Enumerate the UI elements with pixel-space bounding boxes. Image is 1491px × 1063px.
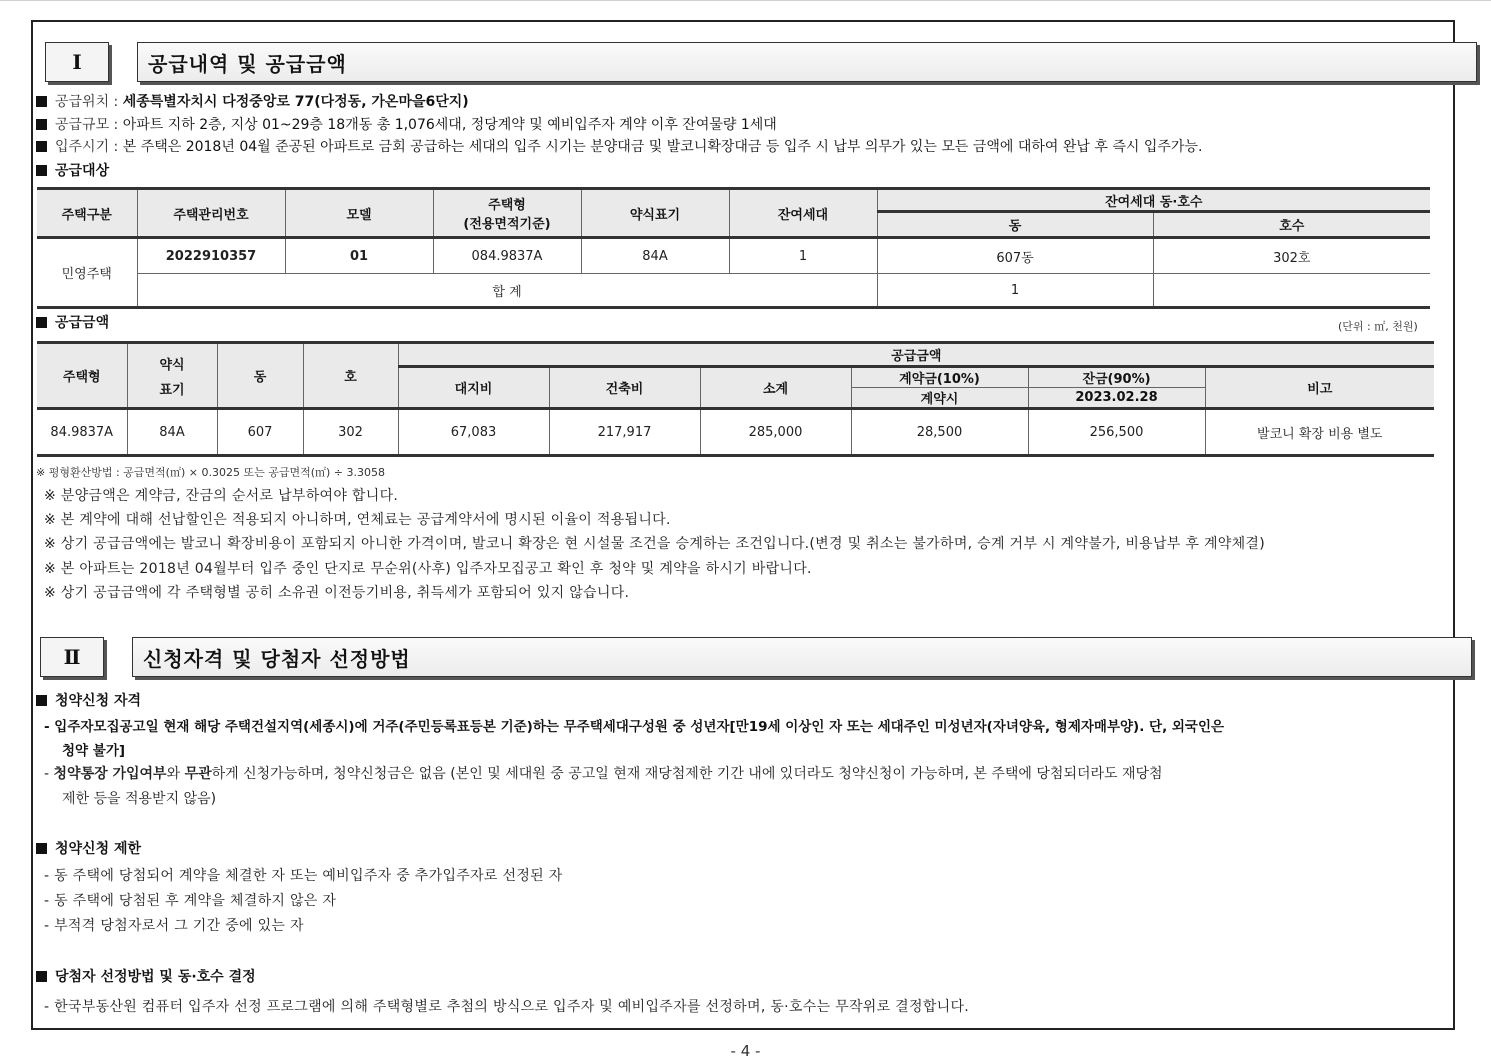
header-housing-type: 주택형 <box>37 343 127 409</box>
cell-total-value: 1 <box>877 274 1153 308</box>
cell-management-number: 2022910357 <box>137 238 285 274</box>
header-housing-type-line1: 주택형 <box>488 198 526 213</box>
section-1-number: Ⅰ <box>45 42 109 82</box>
header-housing-category: 주택구분 <box>37 189 137 238</box>
price-unit: (단위 : ㎡, 천원) <box>1338 320 1418 333</box>
cell-housing-type: 084.9837A <box>433 238 581 274</box>
square-bullet-icon <box>36 843 47 854</box>
move-in-label: 입주시기 : <box>55 139 119 155</box>
square-bullet-icon <box>36 119 47 130</box>
eligibility-heading <box>36 691 141 711</box>
header-remaining: 잔여세대 <box>729 189 877 238</box>
supply-target-table <box>37 187 1430 309</box>
header-short-line1: 약식 <box>159 357 185 373</box>
header-ho: 호수 <box>1153 212 1430 238</box>
square-bullet-icon <box>36 141 47 152</box>
header-remaining-units: 잔여세대 동·호수 <box>877 189 1430 212</box>
eligibility-item-2 <box>44 764 1163 784</box>
header-supply-price: 공급금액 <box>398 343 1434 367</box>
header-housing-type <box>433 189 581 238</box>
cell-subtotal: 285,000 <box>700 409 851 456</box>
cell-housing-category: 민영주택 <box>37 238 137 308</box>
header-short-line2: 표기 <box>159 382 185 398</box>
header-land-cost: 대지비 <box>398 367 549 409</box>
restriction-item-3: - 부적격 당첨자로서 그 기간 중에 있는 자 <box>44 918 304 934</box>
header-deposit: 계약금(10%) <box>851 367 1028 388</box>
square-bullet-icon <box>36 96 47 107</box>
cell-building-cost: 217,917 <box>549 409 700 456</box>
cell-land-cost: 67,083 <box>398 409 549 456</box>
move-in-period <box>36 137 1202 157</box>
restriction-heading <box>36 839 141 859</box>
restriction-item-2: - 동 주택에 당첨된 후 계약을 체결하지 않은 자 <box>44 893 337 909</box>
cell-total-label: 합 계 <box>137 274 877 308</box>
restriction-heading-text: 청약신청 제한 <box>55 841 142 857</box>
cell-total-empty <box>1153 274 1430 308</box>
supply-scale <box>36 115 777 135</box>
header-model: 모델 <box>285 189 433 238</box>
eligibility-item-2-rest: 하게 신청가능하며, 청약신청금은 없음 (본인 및 세대원 중 공고일 현재 재당첨제한 기간 내에 있더라도 청약신청이 가능하며, 본 주택에 당첨되더라도 재당첨 <box>211 766 1163 782</box>
supply-location-label: 공급위치 : <box>55 94 119 110</box>
conversion-note: ※ 평형환산방법 : 공급면적(㎡) × 0.3025 또는 공급면적(㎡) ÷ 3.3058 <box>36 466 385 479</box>
page-number: - 4 - <box>730 1042 761 1060</box>
cell-short-notation: 84A <box>581 238 729 274</box>
header-building-cost: 건축비 <box>549 367 700 409</box>
header-subtotal: 소계 <box>700 367 851 409</box>
cell-dong: 607 <box>217 409 303 456</box>
supply-location <box>36 92 469 112</box>
supply-scale-label: 공급규모 : <box>55 117 119 133</box>
cell-housing-type: 84.9837A <box>37 409 127 456</box>
supply-target-heading <box>36 161 109 181</box>
square-bullet-icon <box>36 165 47 176</box>
cell-remark: 발코니 확장 비용 별도 <box>1205 409 1434 456</box>
supply-target-heading-text: 공급대상 <box>55 163 110 179</box>
top-rule <box>0 0 1491 1</box>
price-note-1: ※ 분양금액은 계약금, 잔금의 순서로 납부하여야 합니다. <box>44 488 399 504</box>
cell-dong: 607동 <box>877 238 1153 274</box>
supply-scale-value: 아파트 지하 2층, 지상 01~29층 18개동 총 1,076세대, 정당계약 및 예비입주자 계약 이후 잔여물량 1세대 <box>122 117 777 133</box>
eligibility-item-2-bold1: 청약통장 가입여부 <box>53 766 167 782</box>
eligibility-item-2-dash: - <box>44 766 54 782</box>
eligibility-item-1-cont: 청약 불가] <box>62 743 126 759</box>
cell-balance: 256,500 <box>1028 409 1205 456</box>
supply-price-table <box>37 341 1434 457</box>
selection-text: - 한국부동산원 컴퓨터 입주자 선정 프로그램에 의해 주택형별로 추첨의 방식으로 입주자 및 예비입주자를 선정하며, 동·호수는 무작위로 결정합니다. <box>44 999 970 1015</box>
cell-ho: 302 <box>303 409 398 456</box>
header-dong: 동 <box>217 343 303 409</box>
cell-model: 01 <box>285 238 433 274</box>
price-note-3: ※ 상기 공급금액에는 발코니 확장비용이 포함되지 아니한 가격이며, 발코니 확장은 현 시설물 조건을 승계하는 조건입니다.(변경 및 취소는 불가하며, 승계 거부 시 계약불가, 비용납부 후 계약체결) <box>44 536 1266 552</box>
eligibility-item-2-cont: 제한 등을 적용받지 않음) <box>62 791 217 807</box>
header-dong: 동 <box>877 212 1153 238</box>
header-deposit-when: 계약시 <box>851 388 1028 409</box>
selection-heading-text: 당첨자 선정방법 및 동·호수 결정 <box>55 969 256 985</box>
section-2-number: Ⅱ <box>40 637 104 677</box>
selection-heading <box>36 967 256 987</box>
square-bullet-icon <box>36 695 47 706</box>
price-note-5: ※ 상기 공급금액에 각 주택형별 공히 소유권 이전등기비용, 취득세가 포함되어 있지 않습니다. <box>44 585 630 601</box>
supply-price-heading <box>36 313 109 333</box>
cell-short-notation: 84A <box>127 409 217 456</box>
header-ho: 호 <box>303 343 398 409</box>
price-note-4: ※ 본 아파트는 2018년 04월부터 입주 중인 단지로 무순위(사후) 입주자모집공고 확인 후 청약 및 계약을 하시기 바랍니다. <box>44 561 812 577</box>
eligibility-item-2-mid: 와 <box>166 766 185 782</box>
section-1-title: 공급내역 및 공급금액 <box>137 42 1477 82</box>
eligibility-heading-text: 청약신청 자격 <box>55 693 142 709</box>
square-bullet-icon <box>36 971 47 982</box>
eligibility-item-1: - 입주자모집공고일 현재 해당 주택건설지역(세종시)에 거주(주민등록표등본 기준)하는 무주택세대구성원 중 성년자[만19세 이상인 자 또는 세대주인 미성년자(자녀양육, 형제자매부양). 단, 외국인은 <box>44 719 1225 735</box>
square-bullet-icon <box>36 317 47 328</box>
header-balance: 잔금(90%) <box>1028 367 1205 388</box>
header-balance-date: 2023.02.28 <box>1028 388 1205 409</box>
header-short-notation <box>127 343 217 409</box>
header-short-notation: 약식표기 <box>581 189 729 238</box>
eligibility-item-2-bold2: 무관 <box>184 766 212 782</box>
header-remark: 비고 <box>1205 367 1434 409</box>
header-housing-type-line2: (전용면적기준) <box>463 217 551 232</box>
cell-deposit: 28,500 <box>851 409 1028 456</box>
supply-price-heading-text: 공급금액 <box>55 315 110 331</box>
cell-ho: 302호 <box>1153 238 1430 274</box>
section-2-title: 신청자격 및 당첨자 선정방법 <box>132 637 1472 677</box>
restriction-item-1: - 동 주택에 당첨되어 계약을 체결한 자 또는 예비입주자 중 추가입주자로 선정된 자 <box>44 868 563 884</box>
move-in-value: 본 주택은 2018년 04월 준공된 아파트로 금회 공급하는 세대의 입주 시기는 분양대금 및 발코니확장대금 등 입주 시 납부 의무가 있는 모든 금액에 대하여 완납 후 즉시 입주가능. <box>122 139 1203 155</box>
supply-location-value: 세종특별자치시 다정중앙로 77(다정동, 가온마을6단지) <box>122 94 469 110</box>
cell-remaining: 1 <box>729 238 877 274</box>
price-note-2: ※ 본 계약에 대해 선납할인은 적용되지 아니하며, 연체료는 공급계약서에 명시된 이율이 적용됩니다. <box>44 512 671 528</box>
header-management-number: 주택관리번호 <box>137 189 285 238</box>
section-1-header <box>45 42 1477 82</box>
section-2-header <box>40 637 1472 677</box>
